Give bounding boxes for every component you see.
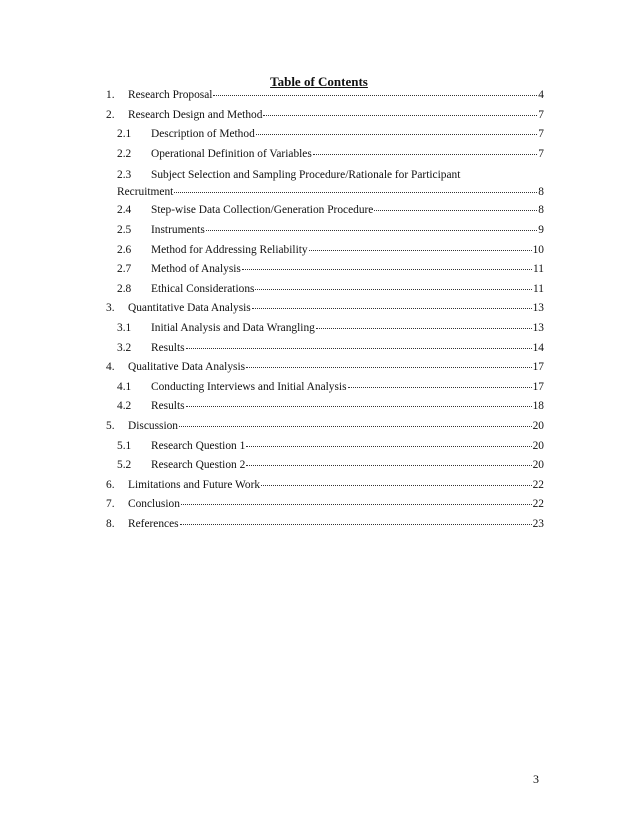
- toc-entry[interactable]: [106, 167, 544, 183]
- toc-dot-leader: [374, 204, 537, 211]
- toc-entry-title: Method for Addressing Reliability: [151, 243, 308, 256]
- toc-entry[interactable]: [106, 201, 544, 221]
- toc-dot-leader: [174, 186, 537, 193]
- toc-entry[interactable]: [106, 397, 544, 417]
- toc-entry-number: 4.1: [117, 380, 132, 393]
- toc-entry[interactable]: [106, 476, 544, 496]
- toc-entry[interactable]: [106, 456, 544, 476]
- toc-entry-number: 6.: [106, 478, 115, 491]
- toc-entry-number: 2.3: [117, 169, 132, 182]
- toc-dot-leader: [246, 459, 531, 466]
- toc-entry-number: 4.2: [117, 400, 132, 413]
- toc-dot-leader: [255, 283, 532, 290]
- toc-entry-number: 2.2: [117, 147, 132, 160]
- toc-entry[interactable]: [106, 437, 544, 457]
- toc-entry-number: 1.: [106, 89, 115, 101]
- toc-dot-leader: [263, 109, 537, 116]
- toc-dot-leader: [313, 148, 538, 155]
- toc-entry-title: Results: [151, 341, 185, 354]
- toc-dot-leader: [186, 400, 532, 407]
- toc-dot-leader: [242, 263, 532, 270]
- toc-entry[interactable]: [106, 515, 544, 535]
- toc-entry-number: 2.: [106, 108, 115, 121]
- toc-dot-leader: [309, 244, 532, 251]
- toc-entry-title: Conducting Interviews and Initial Analysis: [151, 380, 347, 393]
- toc-entry-page: 13: [532, 302, 544, 315]
- toc-entry-page: 8: [538, 204, 544, 217]
- toc-entry-title: Research Question 1: [151, 439, 246, 452]
- toc-entry[interactable]: [106, 280, 544, 300]
- toc-entry-number: 2.8: [117, 282, 132, 295]
- toc-entry-title: Qualitative Data Analysis: [128, 361, 246, 374]
- page-number: 3: [533, 772, 539, 786]
- toc-entry-number: 5.2: [117, 459, 132, 472]
- toc-entry-continuation[interactable]: [106, 183, 544, 201]
- toc-dot-leader: [186, 342, 532, 349]
- toc-entry[interactable]: [106, 86, 544, 106]
- toc-entry-number: 5.: [106, 419, 115, 432]
- toc-entry-title: Conclusion: [128, 498, 180, 511]
- toc-entry-page: 13: [532, 321, 544, 334]
- toc-entry-title: Research Design and Method: [128, 108, 263, 121]
- toc-entry-page: 4: [538, 89, 544, 101]
- toc-list: [106, 86, 544, 534]
- toc-entry-page: 14: [532, 341, 544, 354]
- toc-entry-number: 2.4: [117, 204, 132, 217]
- toc-dot-leader: [246, 361, 532, 368]
- toc-entry-page: 18: [532, 400, 544, 413]
- toc-dot-leader: [180, 518, 532, 525]
- toc-entry-title: Instruments: [151, 223, 205, 236]
- toc-entry[interactable]: [106, 417, 544, 437]
- toc-dot-leader: [213, 89, 537, 96]
- toc-entry[interactable]: [106, 145, 544, 165]
- toc-entry-page: 17: [532, 380, 544, 393]
- toc-entry-title: Step-wise Data Collection/Generation Procedure: [151, 204, 374, 217]
- toc-entry-page: 22: [532, 498, 544, 511]
- toc-entry-title: Ethical Considerations: [151, 282, 255, 295]
- toc-entry[interactable]: [106, 378, 544, 398]
- toc-title: Table of Contents: [270, 74, 368, 89]
- toc-entry-page: 20: [532, 439, 544, 452]
- toc-entry[interactable]: [106, 319, 544, 339]
- toc-entry[interactable]: [106, 339, 544, 359]
- toc-entry-page: 11: [533, 282, 544, 295]
- toc-entry-number: 2.6: [117, 243, 132, 256]
- toc-entry-page: 7: [538, 147, 544, 160]
- toc-entry-page: 7: [538, 108, 544, 121]
- toc-dot-leader: [252, 302, 532, 309]
- toc-entry[interactable]: [106, 221, 544, 241]
- toc-entry-page: 9: [538, 223, 544, 236]
- toc-entry-number: 3.2: [117, 341, 132, 354]
- toc-dot-leader: [348, 381, 532, 388]
- toc-entry-title: Research Proposal: [128, 89, 213, 101]
- toc-entry-number: 2.5: [117, 223, 132, 236]
- toc-entry-page: 20: [532, 459, 544, 472]
- toc-entry-title: Description of Method: [151, 128, 255, 141]
- toc-entry-title: Results: [151, 400, 185, 413]
- toc-dot-leader: [181, 498, 532, 505]
- toc-entry[interactable]: [106, 299, 544, 319]
- toc-entry[interactable]: [106, 260, 544, 280]
- toc-entry-number: 3.: [106, 302, 115, 315]
- toc-entry-number: 3.1: [117, 321, 132, 334]
- toc-entry-page: 22: [532, 478, 544, 491]
- toc-entry-title: Operational Definition of Variables: [151, 147, 312, 160]
- toc-dot-leader: [179, 420, 532, 427]
- toc-dot-leader: [246, 440, 531, 447]
- toc-entry-page: 17: [532, 361, 544, 374]
- toc-entry[interactable]: [106, 358, 544, 378]
- toc-entry-number: 8.: [106, 517, 115, 530]
- toc-entry-title: Initial Analysis and Data Wrangling: [151, 321, 315, 334]
- toc-entry-title-continuation: Recruitment: [117, 186, 174, 199]
- toc-entry[interactable]: [106, 495, 544, 515]
- toc-entry-page: 10: [532, 243, 544, 256]
- toc-entry-page: 8: [538, 186, 544, 199]
- toc-entry-title: Discussion: [128, 419, 178, 432]
- toc-dot-leader: [206, 224, 538, 231]
- toc-entry-page: 23: [532, 517, 544, 530]
- toc-entry-number: 2.7: [117, 263, 132, 276]
- toc-entry-number: 5.1: [117, 439, 132, 452]
- toc-entry-title: Limitations and Future Work: [128, 478, 261, 491]
- toc-entry-number: 2.1: [117, 128, 132, 141]
- toc-entry-number: 4.: [106, 361, 115, 374]
- toc-dot-leader: [256, 128, 538, 135]
- toc-entry[interactable]: [106, 241, 544, 261]
- toc-entry[interactable]: [106, 125, 544, 145]
- toc-entry-title: Method of Analysis: [151, 263, 241, 276]
- toc-dot-leader: [261, 479, 532, 486]
- toc-entry-number: 7.: [106, 498, 115, 511]
- toc-entry-page: 20: [532, 419, 544, 432]
- toc-entry-title: Research Question 2: [151, 459, 246, 472]
- toc-dot-leader: [316, 322, 532, 329]
- toc-entry-title: Subject Selection and Sampling Procedure/Rationale for Participant: [151, 169, 461, 182]
- toc-entry-page: 11: [533, 263, 544, 276]
- toc-entry-title: Quantitative Data Analysis: [128, 302, 251, 315]
- toc-entry[interactable]: [106, 106, 544, 126]
- toc-entry-title: References: [128, 517, 179, 530]
- toc-entry-page: 7: [538, 128, 544, 141]
